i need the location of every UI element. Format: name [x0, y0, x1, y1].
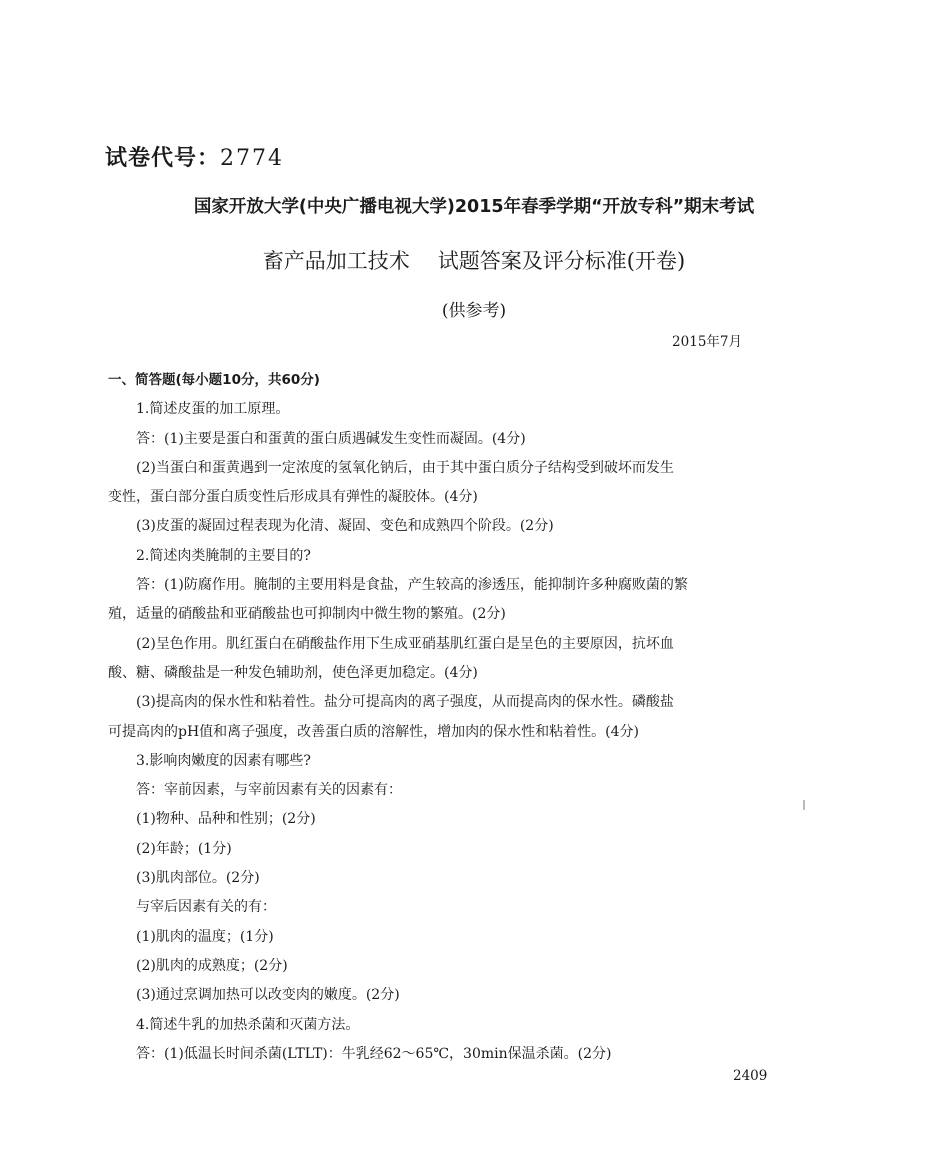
text-line: 3.影响肉嫩度的因素有哪些?	[136, 752, 311, 769]
reference-note: (供参考)	[441, 301, 507, 321]
text-line: (1)物种、品种和性别；(2分)	[136, 811, 316, 828]
text-line: (2)肌肉的成熟度；(2分)	[136, 957, 288, 974]
exam-code-label: 试卷代号：	[105, 146, 221, 171]
text-line: 变性，蛋白部分蛋白质变性后形成具有弹性的凝胶体。(4分)	[108, 489, 478, 506]
text-line: 答：宰前因素，与宰前因素有关的因素有：	[136, 782, 402, 799]
text-line: 1.简述皮蛋的加工原理。	[136, 401, 290, 418]
text-line: (2)当蛋白和蛋黄遇到一定浓度的氢氧化钠后，由于其中蛋白质分子结构受到破坏而发生	[136, 459, 674, 476]
course-title	[0, 245, 948, 275]
exam-code	[105, 141, 284, 172]
text-line: 4.简述牛乳的加热杀菌和灭菌方法。	[136, 1016, 360, 1033]
text-line: 答：(1)主要是蛋白和蛋黄的蛋白质遇碱发生变性而凝固。(4分)	[136, 430, 526, 447]
text-line: 可提高肉的pH值和离子强度，改善蛋白质的溶解性，增加肉的保水性和粘着性。(4分)	[108, 723, 639, 740]
scan-mark	[803, 800, 805, 810]
text-line: 酸、糖、磷酸盐是一种发色辅助剂，使色泽更加稳定。(4分)	[108, 664, 478, 681]
answer-content	[108, 366, 780, 1069]
text-line: (2)年龄；(1分)	[136, 840, 232, 857]
university-title: 国家开放大学(中央广播电视大学)2015年春季学期“开放专科”期末考试	[193, 197, 755, 217]
text-line: 答：(1)低温长时间杀菌(LTLT)：牛乳经62～65℃，30min保温杀菌。(2分)	[136, 1045, 612, 1062]
exam-date: 2015年7月	[672, 334, 742, 350]
text-line: 与宰后因素有关的有：	[136, 899, 276, 916]
course-name: 畜产品加工技术	[262, 249, 410, 273]
section-heading: 一、简答题(每小题10分，共60分)	[108, 372, 320, 388]
text-line: 殖，适量的硝酸盐和亚硝酸盐也可抑制肉中微生物的繁殖。(2分)	[108, 606, 506, 623]
text-line: (1)肌肉的温度；(1分)	[136, 928, 274, 945]
text-line: (2)呈色作用。肌红蛋白在硝酸盐作用下生成亚硝基肌红蛋白是呈色的主要原因，抗坏血	[136, 635, 674, 652]
text-line: (3)提高肉的保水性和粘着性。盐分可提高肉的离子强度，从而提高肉的保水性。磷酸盐	[136, 694, 674, 711]
text-line: (3)皮蛋的凝固过程表现为化清、凝固、变色和成熟四个阶段。(2分)	[136, 518, 554, 535]
text-line: 答：(1)防腐作用。腌制的主要用料是食盐，产生较高的渗透压，能抑制许多种腐败菌的繁	[136, 577, 688, 594]
text-line: (3)肌肉部位。(2分)	[136, 870, 260, 887]
text-line: 2.简述肉类腌制的主要目的?	[136, 547, 311, 564]
exam-code-number: 2774	[220, 146, 285, 171]
text-line: (3)通过烹调加热可以改变肉的嫩度。(2分)	[136, 987, 400, 1004]
page-number: 2409	[733, 1068, 768, 1084]
course-subtitle: 试题答案及评分标准(开卷)	[437, 249, 686, 273]
